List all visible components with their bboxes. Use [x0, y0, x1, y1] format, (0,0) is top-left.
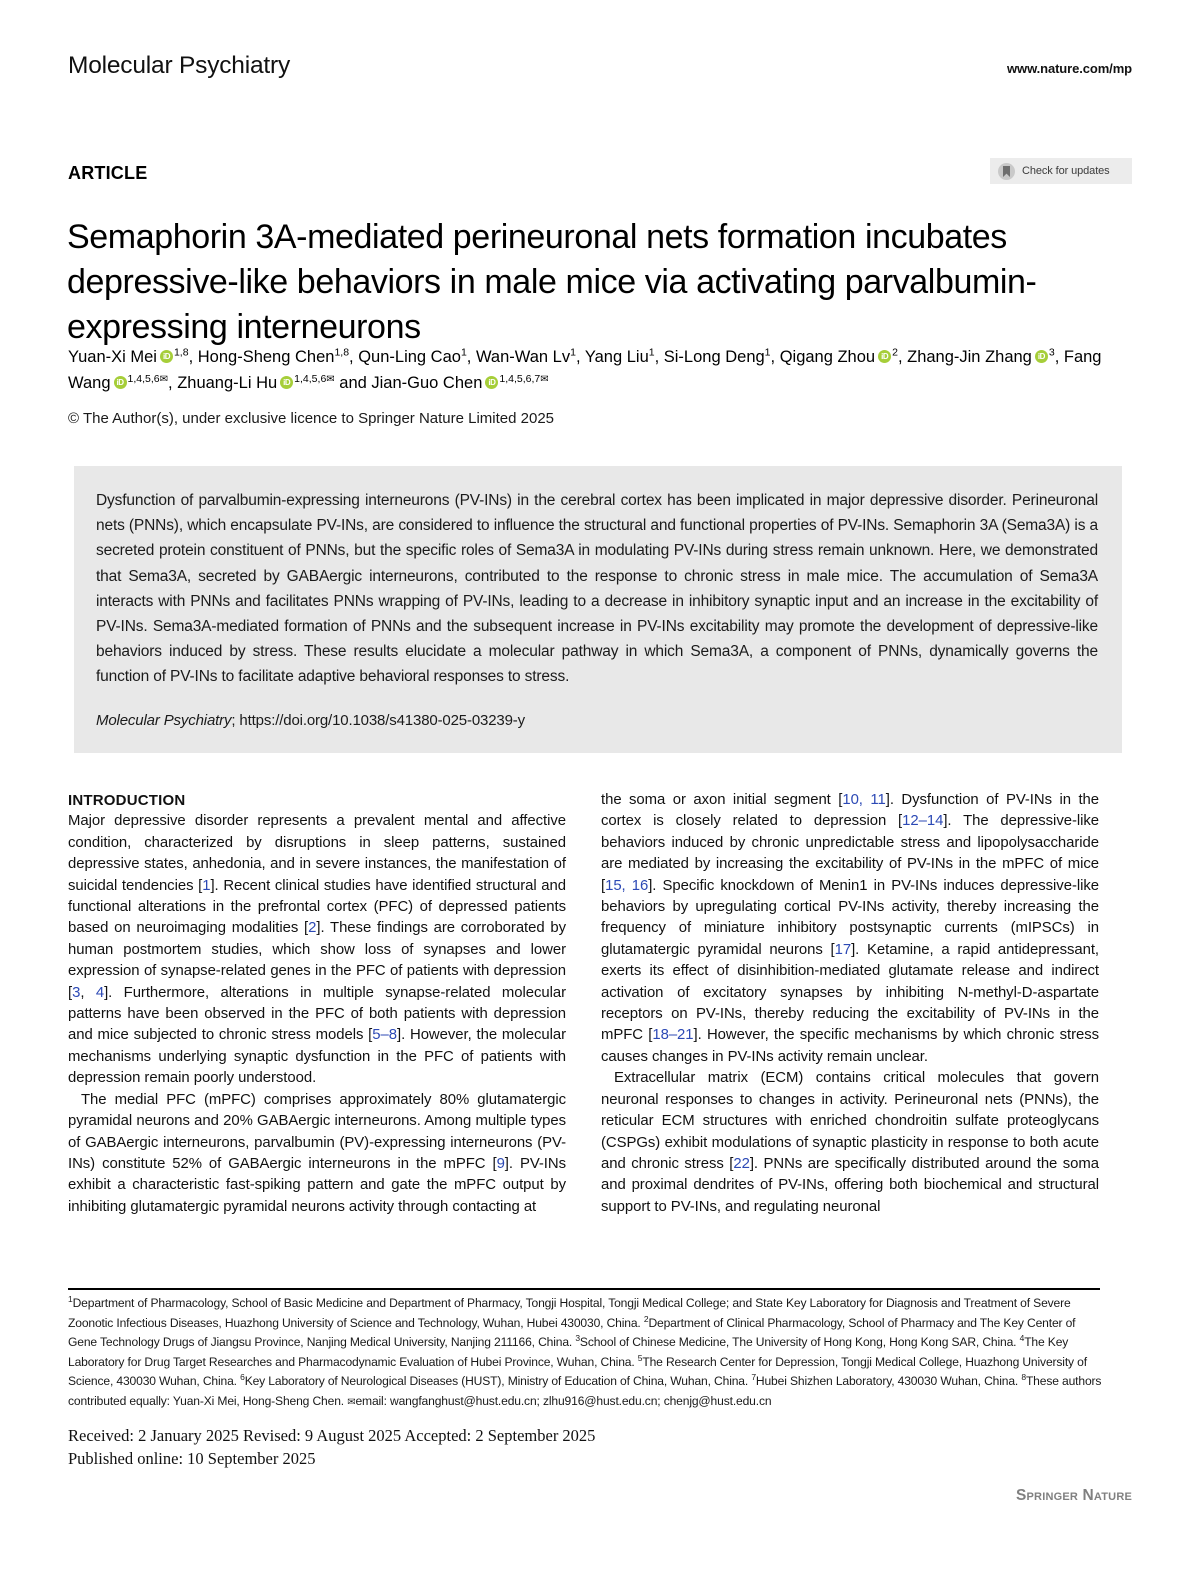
affiliation-text: The Research Center for Depression, Tongji Medical College, Huazhong University of Science, 430030 Wuhan, China. — [68, 1354, 1087, 1389]
affiliation-marker: 5 — [637, 1352, 643, 1363]
citation-link[interactable]: 5–8 — [372, 1027, 397, 1044]
author-list — [68, 344, 1103, 396]
citation-link[interactable]: 17 — [834, 941, 852, 958]
text-run: ]. PNNs are specifically distributed around the soma and proximal dendrites of PV-INs, offering both biochemical and structural support to PV-INs, and regulating neuronal — [601, 1155, 1100, 1215]
author-name: Fang Wang — [68, 348, 1102, 392]
affiliation-text: The Key Laboratory for Drug Target Researches and Pharmacodynamic Evaluation of Hubei Province, Wuhan, China. — [68, 1335, 1069, 1369]
text-run: Major depressive disorder represents a prevalent mental and affective condition, characterized by disruptions in sleep patterns, sustained depressive states, anhedonia, and in severe instances, the manifestation of suicidal tendencies [ — [68, 813, 566, 894]
citation-link[interactable]: 12–14 — [902, 813, 944, 830]
affiliation-text: Key Laboratory of Neurological Diseases (HUST), Ministry of Education of China, Wuhan, China. — [244, 1374, 752, 1389]
check-for-updates-badge[interactable] — [990, 158, 1132, 184]
author-affiliation-marker: 1 — [764, 346, 771, 359]
author-name: Yuan-Xi Mei — [68, 348, 157, 366]
affiliation-text: These authors contributed equally: Yuan-Xi Mei, Hong-Sheng Chen. — [68, 1374, 1102, 1408]
text-run: ]. These findings are corroborated by human postmortem studies, which show loss of synapses and lower expression of synapse-related genes in the PFC of patients with depression [ — [68, 920, 566, 1001]
intro-paragraph-1 — [68, 811, 566, 1089]
section-heading-introduction: INTRODUCTION — [68, 792, 186, 809]
author-separator: , — [349, 348, 359, 366]
footnote-divider — [68, 1288, 1100, 1290]
author-affiliation-marker: 1,8 — [173, 346, 189, 359]
author-separator: , — [1054, 348, 1064, 366]
author-separator: , — [897, 348, 908, 366]
orcid-icon[interactable] — [878, 350, 891, 363]
orcid-icon[interactable] — [1035, 350, 1048, 363]
text-run: the soma or axon initial segment [ — [601, 792, 843, 808]
text-run: Extracellular matrix (ECM) contains critical molecules that govern neuronal responses to changes in activity. Perineuronal nets (PNNs), the reticular ECM structures with enriched chondroitin sulfate proteoglycans (CSPGs) exhibit modulations of synaptic plasticity in response to both acute and chronic stress [ — [601, 1070, 1099, 1172]
author-name: Qun-Ling Cao — [358, 348, 461, 366]
author-separator: , — [466, 348, 476, 366]
affiliation-text: Hubei Shizhen Laboratory, 430030 Wuhan, China. — [755, 1374, 1022, 1389]
envelope-icon[interactable]: ✉ — [540, 373, 549, 385]
affiliation-marker: 7 — [751, 1372, 756, 1383]
text-run: ]. PV-INs exhibit a characteristic fast-spiking pattern and gate the mPFC output by inhibiting glutamatergic pyramidal neurons activity through contacting at — [68, 1155, 566, 1215]
text-run: , — [80, 984, 96, 1001]
citation-link[interactable]: 10, 11 — [842, 792, 886, 808]
email-label: email: — [355, 1393, 391, 1408]
left-column — [68, 790, 566, 1250]
author-affiliation-marker: 1,4,5,6✉ — [127, 372, 169, 385]
abstract-doi-link[interactable]: ; https://doi.org/10.1038/s41380-025-03239-y — [231, 711, 526, 729]
envelope-icon[interactable]: ✉ — [159, 373, 169, 385]
author-name: Qigang Zhou — [779, 348, 876, 366]
text-run: ]. However, the specific mechanisms by which chronic stress causes changes in PV-INs activity remain unclear. — [601, 1027, 1099, 1065]
corresponding-emails[interactable]: wangfanghust@hust.edu.cn; zlhu916@hust.edu.cn; chenjg@hust.edu.cn — [390, 1393, 772, 1408]
orcid-icon[interactable] — [485, 376, 498, 389]
running-head — [68, 52, 1132, 86]
abstract-citation — [96, 712, 1098, 729]
published-online-line: Published online: 10 September 2025 — [68, 1449, 316, 1468]
citation-link[interactable]: 2 — [308, 920, 317, 937]
text-run: ]. Specific knockdown of Menin1 in PV-INs induces depressive-like behaviors by upregulating cortical PV-INs activity, thereby increasing the frequency of miniature inhibitory postsynaptic currents (mIPSCs) in glutamatergic pyramidal neurons [ — [601, 877, 1099, 958]
citation-link[interactable]: 3 — [72, 984, 81, 1001]
intro-paragraph-3 — [601, 790, 1099, 1068]
envelope-icon: ✉ — [347, 1396, 356, 1408]
affiliation-text: School of Chinese Medicine, The University of Hong Kong, Hong Kong SAR, China. — [579, 1335, 1020, 1350]
author-name: Yang Liu — [584, 348, 649, 366]
author-affiliation-marker: 3 — [1048, 346, 1055, 359]
received-revised-accepted-line: Received: 2 January 2025 Revised: 9 August 2025 Accepted: 2 September 2025 — [68, 1426, 596, 1445]
text-run: ]. However, the molecular mechanisms underlying synaptic dysfunction in the PFC of patients with depression remain poorly understood. — [68, 1027, 566, 1087]
citation-link[interactable]: 9 — [496, 1155, 505, 1172]
abstract-box — [74, 466, 1122, 753]
text-run: ]. Recent clinical studies have identified structural and functional alterations in the prefrontal cortex (PFC) of depressed patients based on neuroimaging modalities [ — [68, 877, 566, 937]
citation-link[interactable]: 4 — [95, 984, 105, 1001]
bookmark-icon — [998, 163, 1015, 180]
author-name: Hong-Sheng Chen — [197, 348, 335, 366]
author-separator: and — [334, 374, 372, 392]
intro-paragraph-2 — [68, 1090, 566, 1218]
affiliation-marker: 4 — [1019, 1333, 1025, 1344]
author-name: Zhang-Jin Zhang — [907, 348, 1032, 366]
author-affiliation-marker: 1 — [460, 346, 467, 359]
author-separator: , — [188, 348, 198, 366]
abstract-journal-name: Molecular Psychiatry — [96, 711, 232, 729]
affiliation-marker: 8 — [1021, 1372, 1026, 1383]
citation-link[interactable]: 18–21 — [652, 1027, 694, 1044]
affiliations-block — [68, 1294, 1102, 1413]
text-run: ]. The depressive-like behaviors induced by chronic unpredictable stress and lipopolysaccharide are mediated by increasing the excitability of PV-INs in the mPFC of mice [ — [601, 813, 1099, 894]
right-column — [601, 790, 1099, 1250]
author-affiliation-marker: 1,4,5,6✉ — [294, 372, 335, 385]
copyright-line: © The Author(s), under exclusive licence to Springer Nature Limited 2025 — [68, 410, 555, 427]
affiliation-marker: 2 — [643, 1313, 649, 1324]
text-run: ]. Furthermore, alterations in multiple synapse-related molecular patterns have been observed in the PFC of both patients with depression and mice subjected to chronic stress models [ — [68, 984, 566, 1044]
envelope-icon[interactable]: ✉ — [326, 373, 335, 385]
author-name: Zhuang-Li Hu — [177, 374, 278, 392]
author-name: Jian-Guo Chen — [371, 374, 483, 392]
check-for-updates-label: Check for updates — [1022, 165, 1110, 177]
author-name: Wan-Wan Lv — [475, 348, 571, 366]
journal-title: Molecular Psychiatry — [68, 52, 291, 79]
author-affiliation-marker: 1,4,5,6,7✉ — [499, 372, 549, 385]
author-separator: , — [575, 348, 585, 366]
abstract-text: Dysfunction of parvalbumin-expressing interneurons (PV-INs) in the cerebral cortex has been implicated in major depressive disorder. Perineuronal nets (PNNs), which encapsulate PV-INs, are considered to influence the structural and functional properties of PV-INs. Semaphorin 3A (Sema3A) is a secreted protein constituent of PNNs, but the specific roles of Sema3A in modulating PV-INs during stress remain unknown. Here, we demonstrated that Sema3A, secreted by GABAergic interneurons, contributed to the response to chronic stress in male mice. The accumulation of Sema3A interacts with PNNs and facilitates PNNs wrapping of PV-INs, leading to a decrease in inhibitory synaptic input and an increase in the excitability of PV-INs. Sema3A-mediated formation of PNNs and the subsequent increase in PV-INs excitability may promote the development of depressive-like behaviors induced by stress. These results elucidate a molecular pathway in which Sema3A, a component of PNNs, dynamically governs the function of PV-INs to facilitate adaptive behavioral responses to stress. — [96, 492, 1098, 686]
text-run: ]. Dysfunction of PV-INs in the cortex is closely related to depression [ — [601, 792, 1099, 830]
author-affiliation-marker: 2 — [892, 346, 898, 359]
affiliation-marker: 1 — [68, 1293, 73, 1304]
publisher-logo: Springer Nature — [1015, 1487, 1132, 1504]
citation-link[interactable]: 15, 16 — [605, 877, 649, 894]
author-affiliation-marker: 1 — [570, 346, 576, 359]
author-name: Si-Long Deng — [663, 348, 765, 366]
text-run: The medial PFC (mPFC) comprises approximately 80% glutamatergic pyramidal neurons and 20% GABAergic interneurons. Among multiple types of GABAergic interneurons, parvalbumin (PV)-expressing interneurons (PV-INs) constitute 52% of GABAergic interneurons in the mPFC [ — [68, 1091, 566, 1172]
author-separator: , — [654, 348, 664, 366]
article-type-label: ARTICLE — [68, 163, 148, 183]
orcid-icon[interactable] — [160, 350, 173, 363]
affiliation-marker: 3 — [575, 1333, 580, 1344]
orcid-icon[interactable] — [280, 376, 293, 389]
affiliation-text: Department of Pharmacology, School of Basic Medicine and Department of Pharmacy, Tongji Hospital, Tongji Medical College; and State Key Laboratory for Diagnosis and Treatment of Severe Zoonotic Infectious Diseases, Huazhong University of Science and Technology, Wuhan, Hubei 430030, China. — [68, 1296, 1071, 1330]
intro-paragraph-4 — [601, 1068, 1099, 1218]
author-affiliation-marker: 1,8 — [334, 346, 350, 359]
citation-link[interactable]: 22 — [733, 1155, 750, 1172]
affiliation-marker: 6 — [240, 1372, 245, 1383]
author-separator: , — [168, 374, 178, 392]
author-affiliation-marker: 1 — [648, 346, 655, 359]
affiliation-text: Department of Clinical Pharmacology, School of Pharmacy and The Key Center of Gene Technology Drugs of Jiangsu Province, Nanjing Medical University, Nanjing 211166, China. — [68, 1315, 1076, 1350]
journal-url[interactable]: www.nature.com/mp — [1007, 61, 1132, 76]
citation-link[interactable]: 1 — [202, 877, 211, 894]
text-run: ]. Ketamine, a rapid antidepressant, exerts its effect of disinhibition-mediated glutamate release and indirect activation of excitatory synapses by inhibiting N-methyl-D-aspartate receptors on PV-INs, thereby reducing the excitability of PV-INs in the mPFC [ — [601, 941, 1099, 1044]
orcid-icon[interactable] — [114, 376, 127, 389]
publication-dates — [68, 1424, 968, 1470]
page-title: Semaphorin 3A-mediated perineuronal nets formation incubates depressive-like behaviors in male mice via activating parvalbumin-expressing interneurons — [67, 217, 1037, 346]
body-columns — [68, 790, 1100, 1250]
author-separator: , — [770, 348, 780, 366]
